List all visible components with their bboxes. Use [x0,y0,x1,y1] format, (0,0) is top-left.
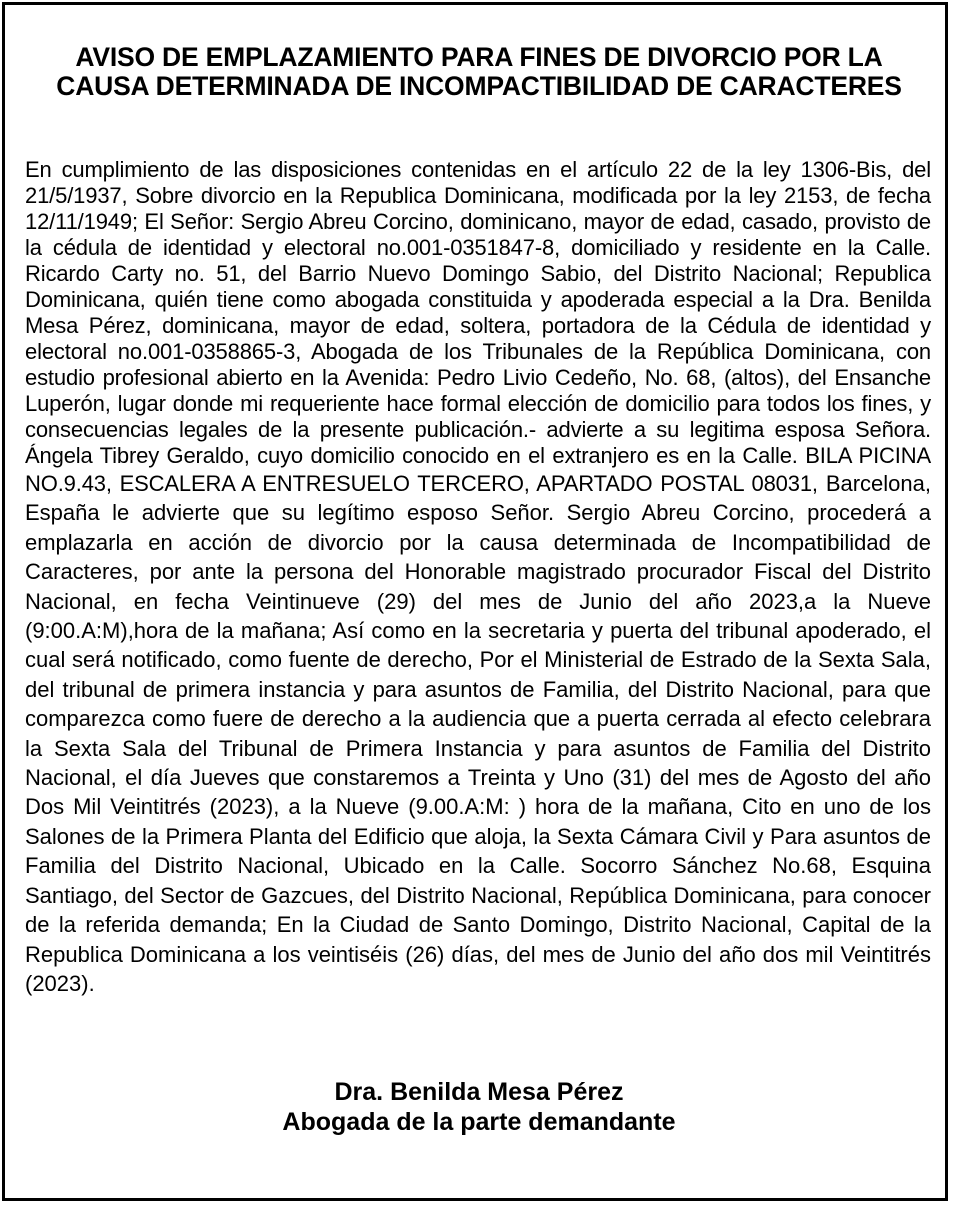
notice-body-part-2: Barcelona, España le advierte que su legítimo esposo Señor. Sergio Abreu Corcino, procederá a emplazarla en acción de divorcio por la causa determinada de Incompatibilidad de Caracteres, por ante la persona del Honorable magistrado procurador Fiscal del Distrito Nacional, en fecha Veintinueve (29) del mes de Junio del año 2023,a la Nueve (9:00.A:M),hora de la mañana; Así como en la secretaria y puerta del tribunal apoderado, el cual será notificado, como fuente de derecho, Por el Ministerial de Estrado de la Sexta Sala, del tribunal de primera instancia y para asuntos de Familia, del Distrito Nacional, para que comparezca como fuere de derecho a la audiencia que a puerta cerrada al efecto celebrara la Sexta Sala del Tribunal de Primera Instancia y para asuntos de Familia del Distrito Nacional, el día Jueves que constaremos a Treinta y Uno (31) del mes de Agosto del año Dos Mil Veintitrés (2023), a la Nueve (9.00.A:M: ) hora de la mañana, Cito en uno de los Salones de la Primera Planta del Edificio que aloja, la Sexta Cámara Civil y Para asuntos de Familia del Distrito Nacional, Ubicado en la Calle. Socorro Sánchez No.68, Esquina Santiago, del Sector de Gazcues, del Distrito Nacional, República Dominicana, para conocer de la referida demanda; En la Ciudad de Santo Domingo, Distrito Nacional, Capital de la Republica Dominicana a los veintiséis (26) días, del mes de Junio del año dos mil Veintitrés (2023). [25,471,931,996]
notice-body [25,157,931,998]
signature-block [27,1077,931,1137]
signature-role: Abogada de la parte demandante [282,1108,676,1136]
notice-frame [2,2,948,1201]
notice-title: AVISO DE EMPLAZAMIENTO PARA FINES DE DIVORCIO POR LA CAUSA DETERMINADA DE INCOMPACTIBILIDAD DE CARACTERES [56,42,902,101]
notice-body-part-1: En cumplimiento de las disposiciones contenidas en el artículo 22 de la ley 1306-Bis, del 21/5/1937, Sobre divorcio en la Republica Dominicana, modificada por la ley 2153, de fecha 12/11/1949; El Señor: Sergio Abreu Corcino, dominicano, mayor de edad, casado, provisto de la cédula de identidad y electoral no.001-0351847-8, domiciliado y residente en la Calle. Ricardo Carty no. 51, del Barrio Nuevo Domingo Sabio, del Distrito Nacional; Republica Dominicana, quién tiene como abogada constituida y apoderada especial a la Dra. Benilda Mesa Pérez, dominicana, mayor de edad, soltera, portadora de la Cédula de identidad y electoral no.001-0358865-3, Abogada de los Tribunales de la República Dominicana, con estudio profesional abierto en la Avenida: Pedro Livio Cedeño, No. 68, (altos), del Ensanche Luperón, lugar donde mi requeriente hace formal elección de domicilio para todos los fines, y consecuencias legales de la presente publicación.- advierte a su legitima esposa Señora. Ángela Tibrey Geraldo, cuyo domicilio conocido en el extranjero es en la Calle. BILA PICINA NO.9.43, ESCALERA A ENTRESUELO TERCERO, APARTADO POSTAL 08031, [25,157,931,496]
signature-name: Dra. Benilda Mesa Pérez [334,1078,624,1106]
